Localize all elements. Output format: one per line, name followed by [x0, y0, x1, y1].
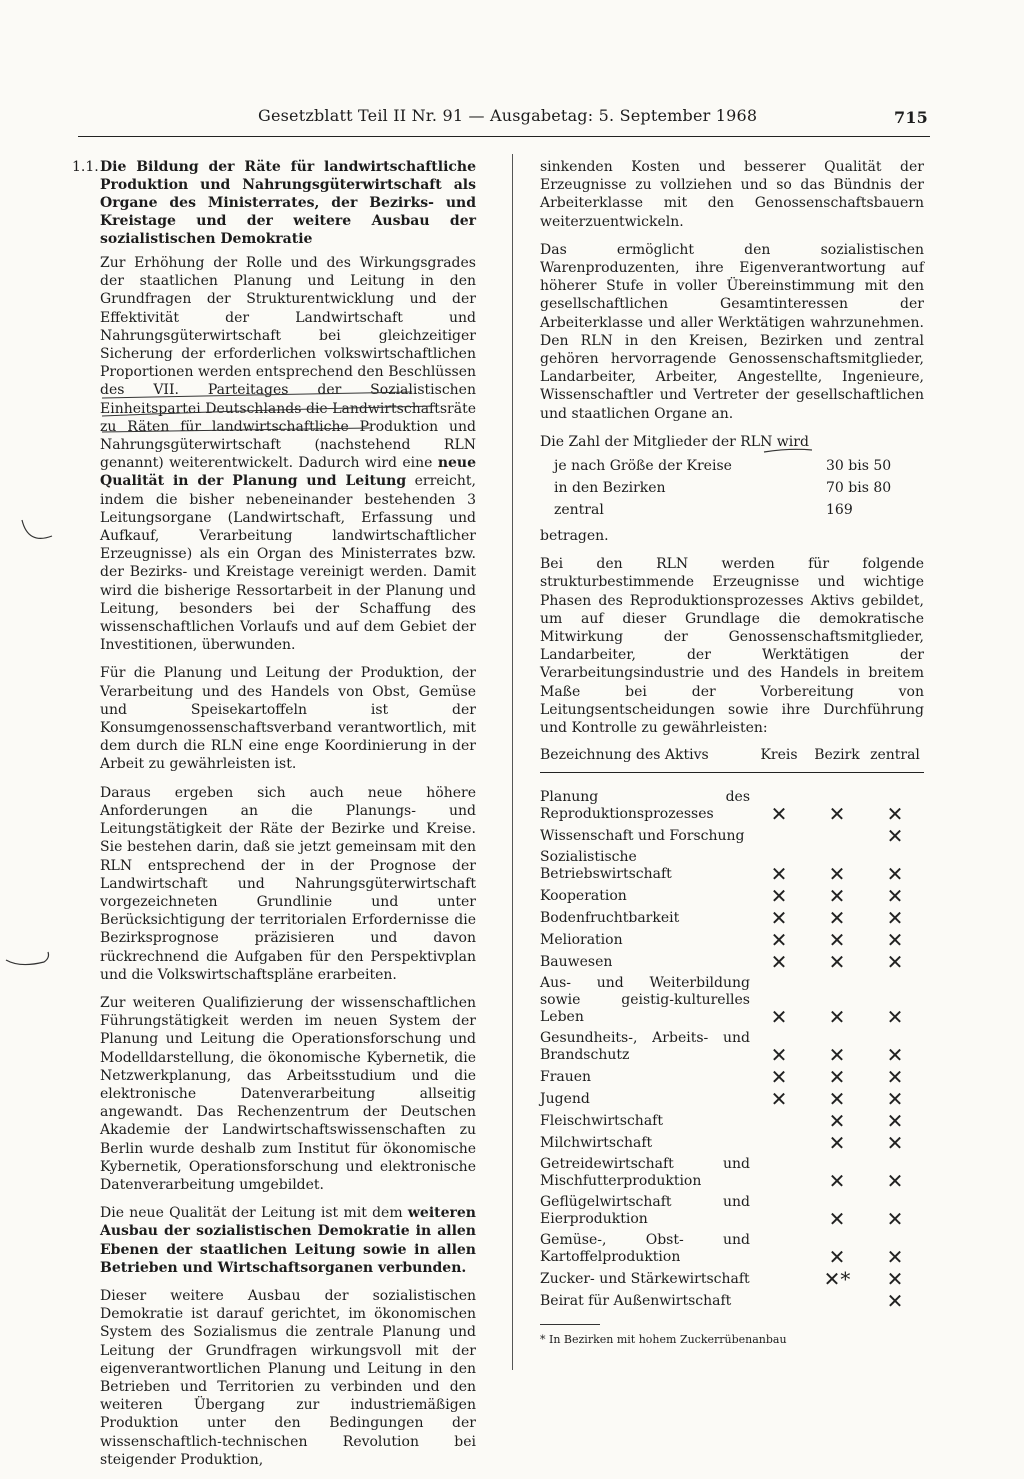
zentral-mark: ✕ — [886, 906, 904, 931]
zentral-mark: ✕ — [886, 1005, 904, 1030]
right-paragraph-2: Das ermöglicht den sozialistischen Warenproduzenten, ihre Eigenverantwortung auf höherer Stufe in voller Übereinstimmung mit den gesellschaftlichen Gesamtinteressen der Arbeiterklasse und aller Werktätigen wahrzunehmen. Den RLN in den Kreisen, Bezirken und zentral gehören hervorragende Genossenschaftsmitglieder, Landarbeiter, Arbeiter, Angestellte, Ingenieure, Wissenschaftler und Vertreter der gesellschaftlichen und staatlichen Organe an. — [540, 241, 924, 422]
bezirk-mark: ✕ — [828, 884, 846, 909]
zentral-mark: ✕ — [886, 1245, 904, 1270]
zentral-mark: ✕ — [886, 862, 904, 887]
kreis-mark: ✕ — [770, 1043, 788, 1068]
aktiv-name: Frauen — [540, 1069, 592, 1086]
bezirk-mark: ✕ — [828, 862, 846, 887]
page-number: 715 — [894, 108, 928, 127]
aktiv-name: Beirat für Außenwirtschaft — [540, 1293, 732, 1310]
bezirk-mark: ✕* — [823, 1267, 851, 1292]
paragraph-4: Zur weiteren Qualifizierung der wissenschaftlichen Führungstätigkeit werden im neuen System der Planung und Leitung die Operationsforschung und Modelldarstellung, die ökonomische Kybernetik, die Netzwerkplanung, das Arbeitsstudium und die elektronische Datenverarbeitung allseitig angewandt. Das Rechenzentrum der Deutschen Akademie der Landwirtschaftswissenschaften zu Berlin wurde deshalb zum Institut für ökonomische Kybernetik, Operationsforschung und elektronische Datenverarbeitung umgebildet. — [100, 994, 476, 1193]
aktiv-name: Fleischwirtschaft — [540, 1113, 663, 1130]
table-row — [540, 1110, 924, 1132]
paragraph-5-bold: weiteren Ausbau der sozialistischen Demokratie in allen Ebenen der staatlichen Leitung sowie in allen Betrieben und Wirtschaftsorganen verbunden. — [100, 1205, 476, 1276]
footnote: * In Bezirken mit hohem Zuckerrübenanbau — [540, 1333, 787, 1347]
header-zentral: zentral — [866, 747, 924, 773]
header-bezeichnung: Bezeichnung des Aktivs — [540, 747, 750, 773]
members-value: 30 bis 50 — [826, 458, 892, 475]
members-label: in den Bezirken — [554, 480, 666, 497]
kreis-mark — [750, 1230, 808, 1268]
bezirk-mark: ✕ — [828, 906, 846, 931]
section-number: 1.1. — [72, 159, 99, 175]
bezirk-mark — [808, 1290, 866, 1312]
zentral-mark: ✕ — [886, 1131, 904, 1156]
aktiv-name: Getreidewirtschaft und Mischfutterproduktion — [540, 1156, 750, 1190]
bezirk-mark: ✕ — [828, 1169, 846, 1194]
kreis-mark: ✕ — [770, 884, 788, 909]
kreis-mark: ✕ — [770, 802, 788, 827]
kreis-mark — [750, 1290, 808, 1312]
aktiv-name: Gesundheits-, Arbeits- und Brandschutz — [540, 1030, 750, 1064]
table-row — [540, 1230, 924, 1268]
kreis-mark: ✕ — [770, 928, 788, 953]
kreis-mark: ✕ — [770, 1065, 788, 1090]
members-value: 70 bis 80 — [826, 480, 892, 497]
aktiv-name: Kooperation — [540, 888, 627, 905]
members-label: je nach Größe der Kreise — [554, 458, 732, 475]
bezirk-mark: ✕ — [828, 1207, 846, 1232]
paragraph-5-text: Die neue Qualität der Leitung ist mit dem — [100, 1205, 403, 1222]
members-intro: Die Zahl der Mitglieder der RLN wird — [540, 433, 809, 450]
zentral-mark: ✕ — [886, 928, 904, 953]
table-row — [540, 1268, 924, 1290]
table-row — [540, 1088, 924, 1110]
section-heading — [72, 158, 476, 248]
zentral-mark: ✕ — [886, 1065, 904, 1090]
table-row — [540, 885, 924, 907]
bezirk-mark: ✕ — [828, 802, 846, 827]
zentral-mark: ✕ — [886, 884, 904, 909]
zentral-mark: ✕ — [886, 1043, 904, 1068]
zentral-mark: ✕ — [886, 1109, 904, 1134]
aktiv-name: Zucker- und Stärkewirtschaft — [540, 1271, 750, 1288]
table-row — [540, 773, 924, 826]
members-row — [554, 455, 924, 477]
table-row — [540, 907, 924, 929]
zentral-mark: ✕ — [886, 1207, 904, 1232]
table-body — [540, 773, 924, 1313]
gazette-title: Gesetzblatt Teil II Nr. 91 — Ausgabetag: 5. September 1968 — [258, 106, 758, 125]
table-row — [540, 1290, 924, 1312]
members-row — [554, 499, 924, 521]
members-outro: betragen. — [540, 528, 609, 545]
bezirk-mark: ✕ — [828, 1131, 846, 1156]
kreis-mark — [750, 1192, 808, 1230]
aktiv-table — [540, 747, 924, 1312]
table-header-row — [540, 747, 924, 773]
footnote-rule — [540, 1324, 600, 1325]
zentral-mark: ✕ — [886, 824, 904, 849]
bezirk-mark: ✕ — [828, 1087, 846, 1112]
bezirk-mark: ✕ — [828, 1005, 846, 1030]
bezirk-mark: ✕ — [828, 1043, 846, 1068]
aktiv-name: Jugend — [540, 1091, 590, 1108]
zentral-mark: ✕ — [886, 1289, 904, 1314]
paragraph-5 — [100, 1204, 476, 1277]
aktiv-name: Geflügelwirtschaft und Eierproduktion — [540, 1194, 750, 1228]
header-rule — [78, 136, 930, 137]
paragraph-2: Für die Planung und Leitung der Produktion, der Verarbeitung und des Handels von Obst, Gemüse und Speisekartoffeln ist der Konsumgenossenschaftsverband verantwortlich, mit dem durch die RLN eine enge Koordinierung in der Arbeit zu gewährleisten ist. — [100, 665, 476, 773]
zentral-mark: ✕ — [886, 950, 904, 975]
bezirk-mark: ✕ — [828, 928, 846, 953]
aktiv-name: Milchwirtschaft — [540, 1135, 653, 1152]
kreis-mark: ✕ — [770, 1005, 788, 1030]
aktiv-name: Sozialistische Betriebswirtschaft — [540, 849, 672, 883]
left-column — [72, 158, 477, 1479]
table-row — [540, 1028, 924, 1066]
kreis-mark — [750, 825, 808, 847]
table-row — [540, 1192, 924, 1230]
table-row — [540, 929, 924, 951]
paragraph-3: Daraus ergeben sich auch neue höhere Anforderungen an die Planungs- und Leitungstätigkeit der Räte der Bezirke und Kreise. Sie bestehen darin, daß sie jetzt gemeinsam mit den RLN entsprechend der in der Prognose der Landwirtschaft und Nahrungsgüterwirtschaft vorgezeichneten Grundlinie und unter Berücksichtigung der territorialen Erfordernisse die Bezirksprognose präzisieren und davon rückrechnend die Aufgaben für den Perspektivplan und die Volkswirtschaftspläne erarbeiten. — [100, 784, 476, 983]
bezirk-mark: ✕ — [828, 1245, 846, 1270]
header-kreis: Kreis — [750, 747, 808, 773]
aktiv-name: Wissenschaft und Forschung — [540, 828, 745, 845]
bezirk-mark: ✕ — [828, 1109, 846, 1134]
members-value: 169 — [826, 502, 853, 519]
kreis-mark: ✕ — [770, 1087, 788, 1112]
table-row — [540, 951, 924, 973]
members-row — [554, 477, 924, 499]
table-row — [540, 1154, 924, 1192]
bezirk-mark: ✕ — [828, 950, 846, 975]
paragraph-1-bold: neue Qualität in der Planung und Leitung — [100, 455, 477, 490]
kreis-mark — [750, 1154, 808, 1192]
section-heading-text: Die Bildung der Räte für landwirtschaftliche Produktion und Nahrungsgüterwirtschaft als Organe des Ministerrates, der Bezirks- und Kreistage und der weitere Ausbau der sozialistischen Demokratie — [100, 159, 476, 247]
paragraph-6: Dieser weitere Ausbau der sozialistischen Demokratie ist darauf gerichtet, im ökonomischen System des Sozialismus die zentrale Planung und Leitung der Grundfragen wirkungsvoll mit der eigenverantwortlichen Planung und Leitung in den Betrieben und Territorien zu verbinden und den weiteren Übergang zur industriemäßigen Produktion unter den Bedingungen der wissenschaftlich-technischen Revolution bei steigender Produktion, — [100, 1287, 476, 1468]
right-paragraph-3: Bei den RLN werden für folgende strukturbestimmende Erzeugnisse und wichtige Phasen des Reproduktionsprozesses Aktivs gebildet, um auf dieser Grundlage die demokratische Mitwirkung der Genossenschaftsmitglieder, Landarbeiter, der Werktätigen der Verarbeitungsindustrie und des Handels in breitem Maße bei der Vorbereitung von Leitungsentscheidungen sowie ihre Durchführung und Kontrolle zu gewährleisten: — [540, 556, 924, 737]
aktiv-name: Planung des Reproduktionsprozesses — [540, 789, 750, 823]
kreis-mark: ✕ — [770, 950, 788, 975]
aktiv-name: Bauwesen — [540, 954, 613, 971]
right-column — [540, 158, 924, 1349]
kreis-mark: ✕ — [770, 862, 788, 887]
paragraph-1-end: erreicht, indem die bisher nebeneinander bestehenden 3 Leitungsorgane (Landwirtschaft, Erfassung und Aufkauf, Verarbeitung landwirtschaftlicher Erzeugnisse) als ein Organ des Ministerrates bzw. der Bezirks- und Kreistage vereinigt werden. Damit wird die bisherige Ressortarbeit in der Planung und Leitung, besonders bei der Schaffung des wissenschaftlichen Vorlaufs und auf dem Gebiet der Investitionen, überwunden. — [100, 473, 476, 654]
bezirk-mark — [808, 825, 866, 847]
kreis-mark — [750, 1268, 808, 1290]
aktiv-name: Aus- und Weiterbildung sowie geistig-kulturelles Leben — [540, 975, 750, 1026]
paragraph-1-text: Zur Erhöhung der Rolle und des Wirkungsgrades der staatlichen Planung und Leitung in den Grundfragen der Strukturentwicklung und der Effektivität der Landwirtschaft und Nahrungsgüterwirtschaft bei gleichzeitiger Sicherung der erforderlichen volkswirtschaftlichen Proportionen werden entsprechend den Beschlüssen des VII. Parteitages der Sozialistischen Einheitspartei Deutschlands die Landwirtschaftsräte zu Räten für landwirtschaftliche Produktion und Nahrungsgüterwirtschaft (nachstehend RLN genannt) weiterentwickelt. Dadurch wird eine — [100, 255, 476, 472]
table-row — [540, 1132, 924, 1154]
table-row — [540, 847, 924, 885]
kreis-mark — [750, 1110, 808, 1132]
kreis-mark — [750, 1132, 808, 1154]
aktiv-name: Melioration — [540, 932, 623, 949]
right-paragraph-1: sinkenden Kosten und besserer Qualität der Erzeugnisse zu vollziehen und so das Bündnis der Arbeiterklasse mit den Genossenschaftsbauern weiterzuentwickeln. — [540, 159, 924, 230]
table-row — [540, 1066, 924, 1088]
paragraph-1 — [100, 254, 476, 654]
zentral-mark: ✕ — [886, 802, 904, 827]
header-bezirk: Bezirk — [808, 747, 866, 773]
column-divider — [512, 154, 513, 1370]
members-label: zentral — [554, 502, 604, 519]
zentral-mark: ✕ — [886, 1087, 904, 1112]
aktiv-name: Gemüse-, Obst- und Kartoffelproduktion — [540, 1232, 750, 1266]
members-list — [554, 455, 924, 521]
aktiv-name: Bodenfruchtbarkeit — [540, 910, 680, 927]
bezirk-mark: ✕ — [828, 1065, 846, 1090]
table-row — [540, 825, 924, 847]
zentral-mark: ✕ — [886, 1267, 904, 1292]
kreis-mark: ✕ — [770, 906, 788, 931]
zentral-mark: ✕ — [886, 1169, 904, 1194]
table-row — [540, 973, 924, 1028]
